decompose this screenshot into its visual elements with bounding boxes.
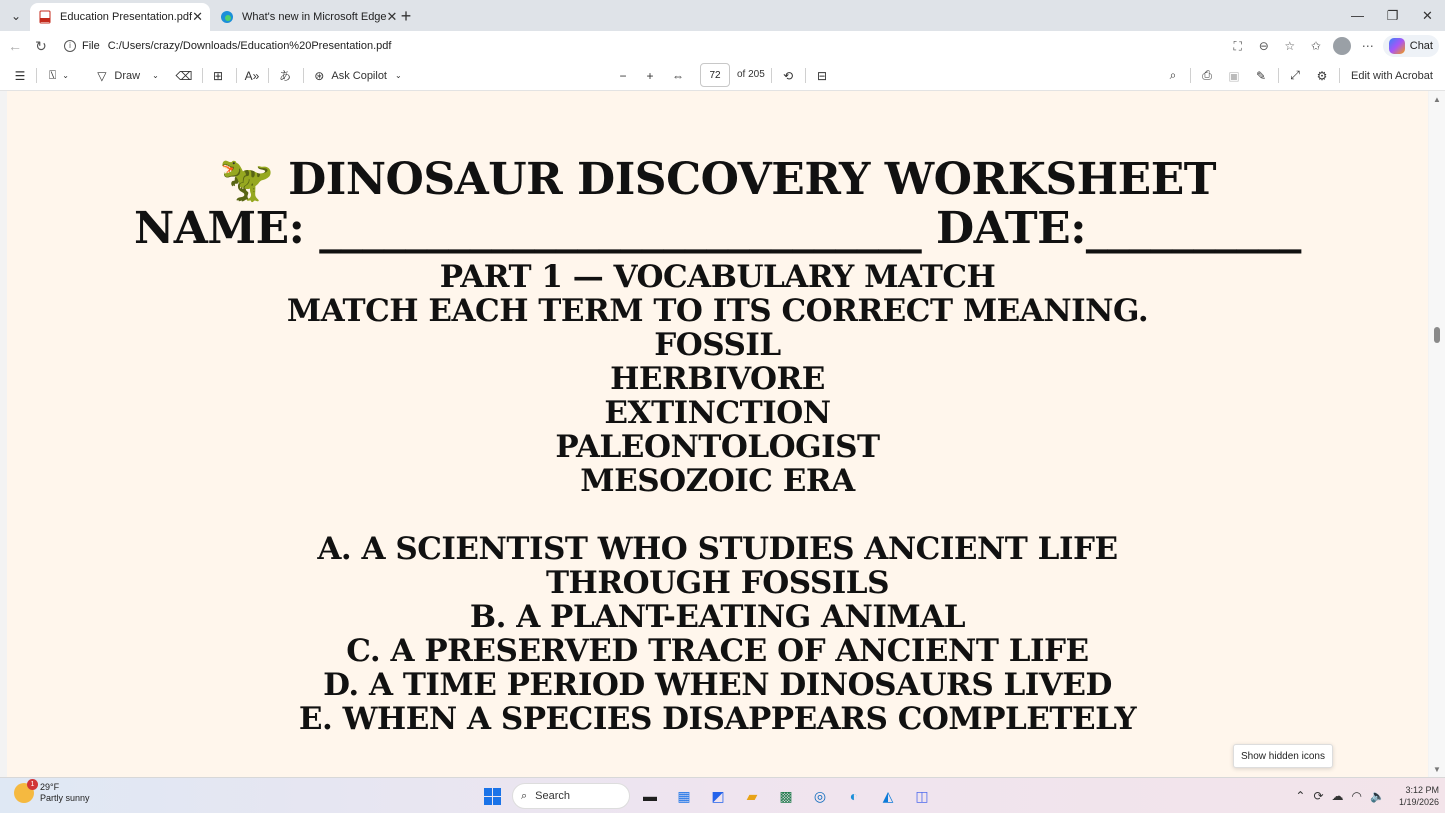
pdf-icon <box>38 10 52 24</box>
new-tab-button[interactable]: + <box>400 5 412 26</box>
pdf-viewer <box>0 91 1445 777</box>
minimize-icon[interactable]: — <box>1351 8 1364 23</box>
worksheet-line: THROUGH FOSSILS <box>545 565 889 601</box>
wifi-icon[interactable]: ◠ <box>1351 789 1362 803</box>
draw-icon: ▽ <box>97 68 107 83</box>
back-button[interactable]: ← <box>8 38 22 54</box>
show-hidden-icons-tooltip: Show hidden icons <box>1233 744 1333 768</box>
table-of-contents-icon[interactable]: ☰ <box>14 68 26 83</box>
ask-copilot-label: Ask Copilot <box>331 69 387 82</box>
toolbar-divider <box>202 68 203 83</box>
restore-icon[interactable]: ❐ <box>1386 7 1399 23</box>
worksheet-line: FOSSIL <box>654 327 781 363</box>
favorite-star-icon[interactable]: ☆ <box>1284 39 1296 53</box>
close-tab-icon[interactable]: ✕ <box>192 9 203 24</box>
task-view-icon[interactable]: ▬ <box>643 788 657 804</box>
translate-text-icon[interactable]: あ <box>278 69 291 83</box>
toolbar-divider <box>1339 68 1340 83</box>
save-as-icon[interactable]: ✎ <box>1255 68 1267 83</box>
window-controls <box>1340 0 1445 31</box>
eraser-icon[interactable]: ⌫ <box>175 68 193 83</box>
pdf-page <box>7 91 1428 777</box>
chat-label: Chat <box>1409 40 1433 52</box>
toolbar-divider <box>236 68 237 83</box>
chevron-up-icon[interactable]: ⌃ <box>1295 789 1306 803</box>
worksheet-line: MESOZOIC ERA <box>580 463 855 499</box>
print-icon[interactable]: ⎙ <box>1202 68 1212 82</box>
weather-widget[interactable] <box>14 782 90 804</box>
read-aloud-icon[interactable]: A» <box>244 68 260 83</box>
edge-taskbar-icon[interactable]: ◐ <box>849 788 859 804</box>
scroll-down-arrow-icon[interactable]: ▼ <box>1433 764 1441 774</box>
taskbar-search[interactable] <box>512 783 630 809</box>
tab-whats-new-edge[interactable] <box>212 3 398 31</box>
worksheet-line: E. WHEN A SPECIES DISAPPEARS COMPLETELY <box>298 701 1137 737</box>
zoom-out-icon[interactable]: − <box>619 68 627 83</box>
chevron-down-icon: ⌄ <box>62 71 69 80</box>
sync-icon[interactable]: ⟳ <box>1313 789 1324 803</box>
worksheet-line: C. A PRESERVED TRACE OF ANCIENT LIFE <box>346 633 1089 669</box>
refresh-button[interactable]: ↻ <box>35 37 47 54</box>
pdf-toolbar <box>0 60 1445 91</box>
onedrive-cloud-icon[interactable]: ☁ <box>1331 789 1344 803</box>
worksheet-line: B. A PLANT-EATING ANIMAL <box>469 599 966 635</box>
address-bar <box>0 31 1445 60</box>
partly-sunny-icon <box>14 783 34 803</box>
start-button[interactable] <box>478 782 506 810</box>
tab-strip <box>0 0 1445 31</box>
rotate-icon[interactable]: ⟲ <box>782 68 794 83</box>
page-view-icon[interactable]: ⊟ <box>816 68 828 83</box>
translate-icon[interactable]: ⛶ <box>1233 38 1242 53</box>
more-options-icon[interactable]: ⋯ <box>1361 39 1374 53</box>
draw-button[interactable] <box>92 64 164 87</box>
url-text: C:/Users/crazy/Downloads/Education%20Presentation.pdf <box>107 39 392 52</box>
search-icon: ⌕ <box>521 789 528 802</box>
tab-title: Education Presentation.pdf <box>60 11 193 23</box>
page-total: of 205 <box>737 69 765 80</box>
tab-actions-menu-button[interactable]: ⌄ <box>10 9 22 23</box>
windows-start-icon <box>484 788 501 805</box>
toolbar-divider <box>1278 68 1279 83</box>
close-tab-icon[interactable]: ✕ <box>386 9 398 24</box>
highlighter-icon: ⍂ <box>49 68 57 82</box>
weather-temperature: 29°F <box>40 782 60 792</box>
ask-copilot-button[interactable] <box>312 64 404 87</box>
page-number-input[interactable]: 72 <box>700 63 730 87</box>
worksheet-line: PART 1 — VOCABULARY MATCH <box>439 259 996 295</box>
highlight-button[interactable] <box>42 64 76 87</box>
zoom-icon[interactable]: ⊖ <box>1258 39 1269 53</box>
worksheet-line: A. A SCIENTIST WHO STUDIES ANCIENT LIFE <box>317 531 1118 567</box>
copilot-chat-button[interactable] <box>1383 35 1439 57</box>
avatar <box>1333 37 1351 55</box>
fullscreen-icon[interactable]: ⤢ <box>1290 68 1300 82</box>
edge-icon <box>220 10 234 24</box>
tab-education-presentation[interactable] <box>30 3 210 31</box>
vertical-scrollbar[interactable] <box>1429 91 1445 777</box>
scroll-up-arrow-icon[interactable]: ▲ <box>1433 94 1441 104</box>
volume-icon[interactable]: 🔈 <box>1370 789 1385 803</box>
weather-description: Partly sunny <box>40 793 90 803</box>
search-icon[interactable]: ⌕ <box>1169 68 1177 82</box>
outlook-icon[interactable]: ◎ <box>813 787 827 804</box>
draw-label: Draw <box>114 69 141 82</box>
chevron-down-icon: ⌄ <box>152 71 159 80</box>
clock[interactable] <box>1399 784 1439 808</box>
app-icon[interactable]: ◫ <box>915 787 929 804</box>
copilot-icon: ⊛ <box>314 68 325 83</box>
url-scheme: File <box>82 39 100 52</box>
toolbar-divider <box>771 68 772 83</box>
zoom-in-icon[interactable]: + <box>646 68 654 83</box>
worksheet-line: HERBIVORE <box>610 361 825 397</box>
add-text-icon[interactable]: ⊞ <box>212 68 224 83</box>
edit-with-acrobat-button[interactable]: Edit with Acrobat <box>1351 69 1433 82</box>
toolbar-divider <box>303 68 304 83</box>
worksheet-line: PALEONTOLOGIST <box>555 429 880 465</box>
worksheet-line: MATCH EACH TERM TO ITS CORRECT MEANING. <box>286 293 1149 329</box>
save-icon[interactable]: ▣ <box>1228 68 1240 83</box>
toolbar-divider <box>1190 68 1191 83</box>
scrollbar-thumb[interactable] <box>1434 327 1440 343</box>
search-label: Search <box>535 790 571 802</box>
info-icon[interactable]: i <box>64 40 76 52</box>
close-window-icon[interactable]: ✕ <box>1422 7 1433 23</box>
photos-icon[interactable]: ◭ <box>882 787 894 804</box>
notification-badge: 1 <box>27 779 38 790</box>
settings-gear-icon[interactable]: ⚙ <box>1316 68 1328 83</box>
toolbar-divider <box>36 68 37 83</box>
fit-to-width-icon[interactable]: ⇔ <box>672 68 684 83</box>
url-field[interactable] <box>56 34 1306 57</box>
excel-icon[interactable]: ▩ <box>779 787 793 804</box>
toolbar-divider <box>805 68 806 83</box>
visual-studio-icon[interactable]: ◩ <box>711 787 725 804</box>
system-tray <box>1295 781 1439 811</box>
name-date-line: NAME: ____________________________ DATE:__________ <box>134 203 1301 254</box>
worksheet-line: EXTINCTION <box>604 395 831 431</box>
profile-avatar[interactable] <box>1331 35 1353 57</box>
worksheet-title: 🦖 DINOSAUR DISCOVERY WORKSHEET <box>219 154 1216 205</box>
microsoft-store-icon[interactable]: ▦ <box>677 787 691 804</box>
clock-time: 3:12 PM <box>1405 785 1439 795</box>
favorites-icon[interactable]: ✩ <box>1310 39 1321 53</box>
taskbar <box>0 777 1445 813</box>
address-bar-actions <box>1227 33 1439 59</box>
tab-title: What's new in Microsoft Edge <box>242 11 387 23</box>
taskbar-apps <box>478 781 936 811</box>
file-explorer-icon[interactable]: ▰ <box>746 787 758 804</box>
copilot-icon <box>1389 38 1405 54</box>
clock-date: 1/19/2026 <box>1398 797 1439 807</box>
toolbar-divider <box>268 68 269 83</box>
chevron-down-icon: ⌄ <box>395 71 402 80</box>
worksheet-line: D. A TIME PERIOD WHEN DINOSAURS LIVED <box>323 667 1112 703</box>
